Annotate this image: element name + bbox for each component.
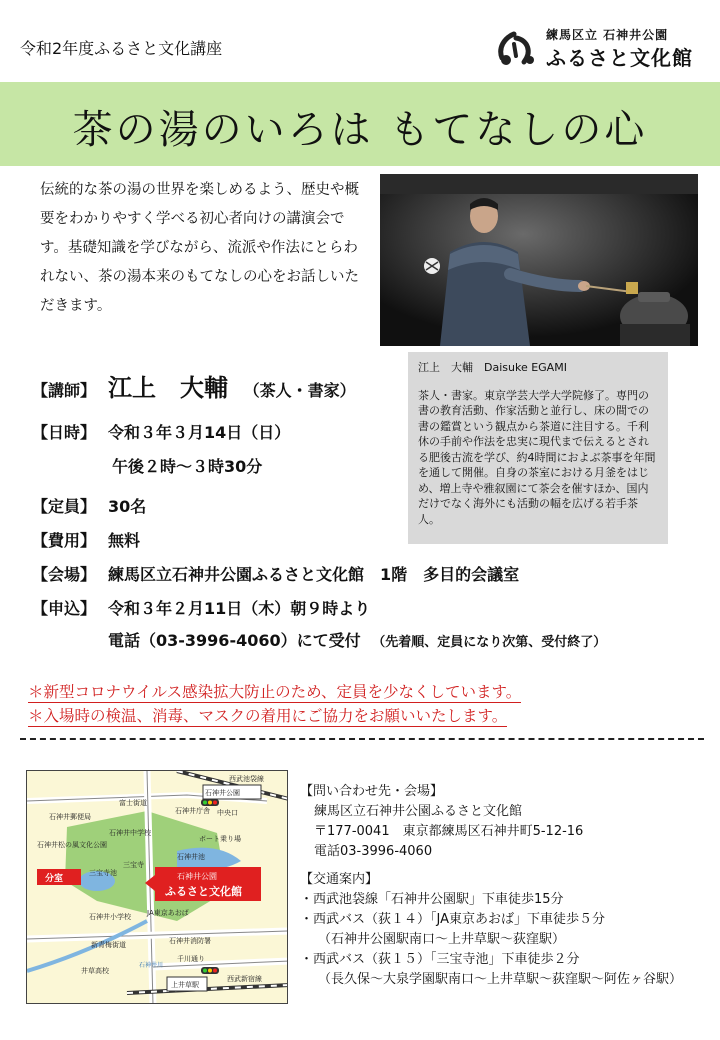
capacity-value: 30名 xyxy=(108,497,147,516)
fee-label: 【費用】 xyxy=(32,531,97,550)
map-label-annex: 分室 xyxy=(45,874,64,884)
lecturer-profile xyxy=(408,352,668,544)
notice-hygiene: ＊入場時の検温、消毒、マスクの着用にご協力をお願いいたします。 xyxy=(28,704,507,727)
date-row xyxy=(32,420,290,443)
access-map xyxy=(26,770,288,1004)
apply-row xyxy=(32,596,370,619)
map-label-shakujii-pond: 石神井池 xyxy=(177,853,205,861)
apply-date: 令和３年２月11日（木）朝９時より xyxy=(108,599,371,618)
map-label-venue-park: 石神井公園 xyxy=(177,872,217,881)
route-3-detail: （長久保～大泉学園駅南口～上井草駅～荻窪駅～阿佐ヶ谷駅） xyxy=(318,972,683,987)
map-label-ja: JA東京あおば xyxy=(147,909,189,917)
lecturer-row xyxy=(32,368,356,403)
logo-line1: 練馬区立 石神井公園 xyxy=(546,28,669,42)
contact-address: 〒177-0041 東京都練馬区石神井町5-12-16 xyxy=(314,824,584,839)
map-label-chosha: 石神井庁舎 xyxy=(175,807,210,815)
venue-value: 練馬区立石神井公園ふるさと文化館 1階 多目的会議室 xyxy=(108,565,520,584)
intro-text: 伝統的な茶の湯の世界を楽しめるよう、歴史や概要をわかりやすく学べる初心者向けの講演会です。基礎知識を学びながら、流派や作法にとらわれない、茶の湯本来のもてなしの心をお話しいただきます。 xyxy=(40,182,359,314)
map-label-shakujii-station: 石神井公園 xyxy=(205,789,240,797)
map-label-sanpoji: 三宝寺 xyxy=(123,861,144,869)
capacity-row xyxy=(32,494,146,517)
event-title: 茶の湯のいろは もてなしの心 xyxy=(72,107,648,153)
capacity-label: 【定員】 xyxy=(32,497,97,516)
apply-label: 【申込】 xyxy=(32,599,97,618)
map-label-matsunokaze: 石神井松の風文化公園 xyxy=(37,841,107,849)
furusato-logo-icon xyxy=(494,26,536,68)
map-label-senkawa: 千川通り xyxy=(177,955,205,963)
lecturer-name: 江上 大輔 xyxy=(108,374,228,402)
map-label-igusa-high: 井草高校 xyxy=(81,967,109,975)
profile-name: 江上 大輔 Daisuke EGAMI xyxy=(418,361,567,374)
route-3: ・西武バス（荻１５）「三宝寺池」下車徒歩２分 xyxy=(300,952,580,967)
apply-phone: 電話（03-3996-4060）にて受付 xyxy=(108,631,361,650)
museum-logo xyxy=(494,26,704,68)
contact-phone: 電話03-3996-4060 xyxy=(314,844,433,859)
venue-label: 【会場】 xyxy=(32,565,97,584)
venue-row xyxy=(32,562,519,585)
map-label-venue: ふるさと文化館 xyxy=(165,885,242,898)
apply-phone-row xyxy=(108,628,606,651)
route-2-detail: （石神井公園駅南口～上井草駅～荻窪駅） xyxy=(318,932,566,947)
contact-name: 練馬区立石神井公園ふるさと文化館 xyxy=(314,804,523,819)
map-label-central-exit: 中央口 xyxy=(217,809,238,817)
tea-ceremony-photo xyxy=(380,174,698,346)
contact-heading: 【問い合わせ先・会場】 xyxy=(300,784,444,799)
map-label-sanpoji-pond: 三宝寺池 xyxy=(89,869,117,877)
map-label-kamiigusa: 上井草駅 xyxy=(171,981,199,989)
map-label-shinjuku-line: 西武新宿線 xyxy=(227,975,262,983)
map-label-junior-high: 石神井中学校 xyxy=(109,829,151,837)
map-label-post-office: 石神井郵便局 xyxy=(49,813,91,821)
date-label: 【日時】 xyxy=(32,423,97,442)
fee-value: 無料 xyxy=(108,531,141,550)
map-label-boat: ボート乗り場 xyxy=(199,835,241,843)
map-label-fire-station: 石神井消防署 xyxy=(169,937,211,945)
route-1: ・西武池袋線「石神井公園駅」下車徒歩15分 xyxy=(300,892,564,907)
map-label-fuji-kaido: 富士街道 xyxy=(119,799,147,807)
logo-line2: ふるさと文化館 xyxy=(546,46,693,70)
lecturer-role: （茶人・書家） xyxy=(243,381,356,400)
lecturer-label: 【講師】 xyxy=(32,381,97,400)
section-divider xyxy=(20,738,704,740)
event-time: 午後２時～３時30分 xyxy=(112,457,263,476)
notice-capacity: ＊新型コロナウイルス感染拡大防止のため、定員を少なくしています。 xyxy=(28,680,521,703)
map-label-elementary: 石神井小学校 xyxy=(89,913,131,921)
apply-note: （先着順、定員になり次第、受付終了） xyxy=(372,635,607,650)
series-title: 令和2年度ふるさと文化講座 xyxy=(20,39,223,58)
map-label-shin-ome: 新青梅街道 xyxy=(91,941,126,949)
contact-info xyxy=(300,782,710,990)
title-banner xyxy=(0,82,720,166)
fee-row xyxy=(32,528,140,551)
route-2: ・西武バス（荻１４）「JA東京あおば」下車徒歩５分 xyxy=(300,912,605,927)
event-date: 令和３年３月14日（日） xyxy=(108,423,291,442)
map-label-river: 石神井川 xyxy=(139,962,164,969)
map-label-ikebukuro-line: 西武池袋線 xyxy=(229,775,264,783)
profile-bio: 茶人・書家。東京学芸大学大学院修了。専門の書の教育活動、作家活動と並行し、床の間での書の鑑賞という観点から茶道に注目する。千利休の手前や作法を忠実に現代まで伝えるとされる肥後古流を学び、約4時間におよぶ茶事を年間を通して開催。自身の茶室における月釜をはじめ、増上寺や雅叙園にて茶会を催すほか、国内だけでなく海外にも活動の幅を広げる若手茶人。 xyxy=(418,388,656,526)
transport-heading: 【交通案内】 xyxy=(300,872,379,887)
